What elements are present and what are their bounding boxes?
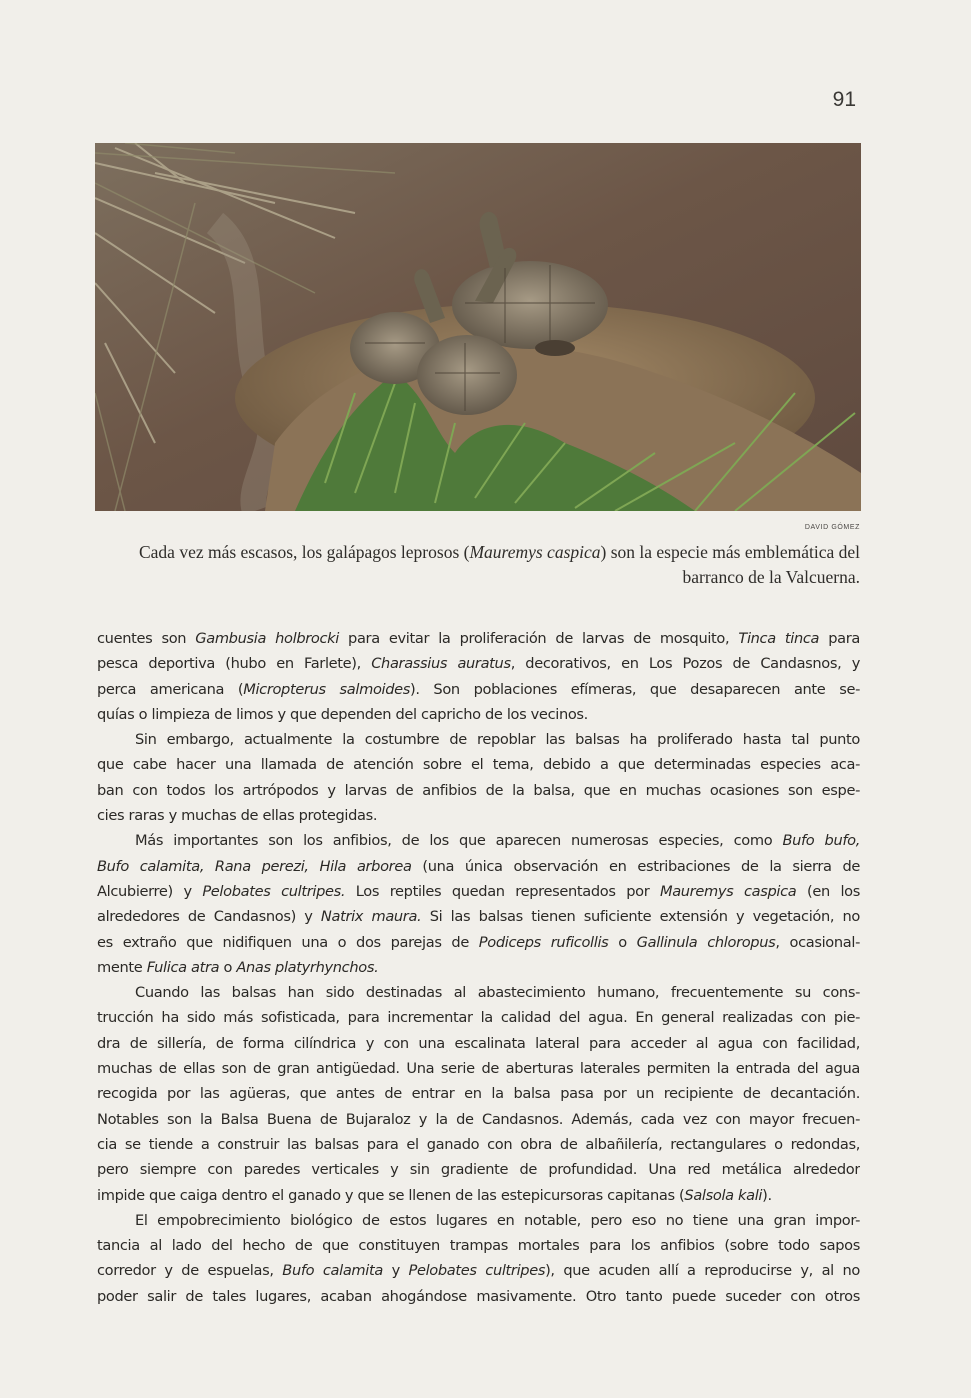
text-segment: Sin embargo, actualmente la costumbre de repoblar las balsas ha proliferado hasta tal punto bbox=[135, 731, 860, 749]
text-segment: trucción ha sido más sofisticada, para incrementar la calidad del agua. En general realizadas con pie- bbox=[97, 1009, 860, 1027]
body-text bbox=[97, 626, 860, 1309]
text-line bbox=[97, 854, 860, 879]
text-line bbox=[97, 1132, 860, 1157]
text-line bbox=[97, 1157, 860, 1182]
text-segment: ). bbox=[762, 1186, 772, 1204]
species-name: Fulica atra bbox=[146, 958, 220, 976]
text-segment: muchas de ellas son de gran antigüedad. Una serie de aberturas laterales permiten la entrada del agua bbox=[97, 1060, 860, 1078]
text-segment: (en los bbox=[796, 882, 860, 900]
text-segment: cies raras y muchas de ellas protegidas. bbox=[97, 807, 378, 825]
species-name: Salsola kali bbox=[684, 1186, 763, 1204]
text-segment: Más importantes son los anfibios, de los que aparecen numerosas especies, como bbox=[135, 832, 783, 850]
text-line bbox=[97, 1183, 860, 1208]
species-name: Anas platyrhynchos. bbox=[236, 958, 379, 976]
text-segment: (una única observación en estribaciones de la sierra de bbox=[411, 857, 860, 875]
text-segment: Los reptiles quedan representados por bbox=[345, 882, 660, 900]
text-segment: para bbox=[819, 630, 860, 647]
text-segment: quías o limpieza de limos y que dependen del capricho de los vecinos. bbox=[97, 705, 588, 723]
text-segment: cia se tiende a construir las balsas para el ganado con obra de albañilería, rectangulares o redondas, bbox=[97, 1135, 860, 1153]
text-line bbox=[97, 1081, 860, 1106]
text-segment: y bbox=[382, 1262, 409, 1280]
text-line bbox=[97, 803, 860, 828]
text-line bbox=[97, 1233, 860, 1258]
text-segment: recogida por las agüeras, que antes de entrar en la balsa pasa por un recipiente de decantación. bbox=[97, 1085, 860, 1103]
text-segment: pesca deportiva (hubo en Farlete), bbox=[97, 655, 372, 673]
page-number: 91 bbox=[832, 88, 856, 111]
species-name: Natrix maura. bbox=[320, 908, 422, 926]
text-segment: Si las balsas tienen suficiente extensión y vegetación, no bbox=[421, 908, 860, 926]
species-name: Tinca tinca bbox=[738, 630, 820, 647]
species-name: Pelobates cultripes bbox=[408, 1262, 546, 1280]
text-line bbox=[97, 651, 860, 676]
text-segment: El empobrecimiento biológico de estos lugares en notable, pero eso no tiene una gran impor- bbox=[135, 1211, 860, 1229]
text-segment: dra de sillería, de forma cilíndrica y con una escalinata lateral para acceder al agua con facilidad, bbox=[97, 1034, 860, 1052]
text-segment: Notables son la Balsa Buena de Bujaraloz y la de Candasnos. Además, cada vez con mayor frecuen- bbox=[97, 1110, 860, 1128]
species-name: Gallinula chloropus bbox=[636, 933, 776, 951]
text-line bbox=[97, 1056, 860, 1081]
species-name: Bufo calamita bbox=[282, 1262, 383, 1280]
text-segment: es extraño que nidifiquen una o dos parejas de bbox=[97, 933, 479, 951]
text-segment: tancia al lado del hecho de que constituyen trampas mortales para los anfibios (sobre todo sapos bbox=[97, 1237, 860, 1255]
text-line bbox=[97, 1284, 860, 1309]
text-segment: Cuando las balsas han sido destinadas al abastecimiento humano, frecuentemente su cons- bbox=[135, 984, 860, 1002]
text-line bbox=[97, 752, 860, 777]
text-segment: impide que caiga dentro el ganado y que se llenen de las estepicursoras capitanas ( bbox=[97, 1186, 685, 1204]
text-segment: cuentes son bbox=[97, 630, 196, 647]
figure-caption bbox=[100, 540, 860, 590]
text-line bbox=[97, 955, 860, 980]
text-segment: para evitar la proliferación de larvas de mosquito, bbox=[338, 630, 739, 647]
text-segment: ). Son poblaciones efímeras, que desaparecen ante se- bbox=[410, 680, 860, 698]
species-name: Mauremys caspica bbox=[659, 882, 797, 900]
text-line bbox=[97, 1005, 860, 1030]
text-segment: ), que acuden allí a reproducirse y, al no bbox=[545, 1262, 860, 1280]
text-line bbox=[97, 778, 860, 803]
text-segment: , decorativos, en Los Pozos de Candasnos, y bbox=[510, 655, 860, 673]
caption-line-1 bbox=[100, 540, 860, 565]
text-line bbox=[97, 904, 860, 929]
species-name: Podiceps ruficollis bbox=[478, 933, 609, 951]
text-segment: ban con todos los artrópodos y larvas de anfibios de la balsa, que en muchas ocasiones son espe- bbox=[97, 781, 860, 799]
text-line bbox=[97, 980, 860, 1005]
caption-species: Mauremys caspica bbox=[469, 542, 601, 562]
species-name: Micropterus salmoides bbox=[243, 680, 411, 698]
text-line bbox=[97, 1031, 860, 1056]
species-name: Gambusia holbrocki bbox=[195, 630, 339, 647]
text-segment: corredor y de espuelas, bbox=[97, 1262, 283, 1280]
text-line bbox=[97, 1208, 860, 1233]
text-line bbox=[97, 727, 860, 752]
text-line bbox=[97, 930, 860, 955]
turtles-photo bbox=[95, 143, 861, 511]
photo-credit: DAVID GÓMEZ bbox=[804, 524, 860, 531]
species-name: Bufo bufo, bbox=[782, 832, 860, 850]
text-segment: pero siempre con paredes verticales y sin gradiente de profundidad. Una red metálica alrededor bbox=[97, 1161, 860, 1179]
text-segment: , ocasional- bbox=[775, 933, 860, 951]
text-line bbox=[97, 1107, 860, 1132]
species-name: Pelobates cultripes. bbox=[202, 882, 346, 900]
text-line bbox=[97, 702, 860, 727]
text-line bbox=[97, 677, 860, 702]
text-segment: o bbox=[219, 958, 237, 976]
caption-line-2: barranco de la Valcuerna. bbox=[682, 567, 860, 587]
text-line bbox=[97, 879, 860, 904]
text-segment: Alcubierre) y bbox=[97, 882, 203, 900]
text-segment: o bbox=[608, 933, 637, 951]
text-line bbox=[97, 828, 860, 853]
text-segment: perca americana ( bbox=[97, 680, 244, 698]
text-line bbox=[97, 626, 860, 651]
text-segment: mente bbox=[97, 958, 147, 976]
species-name: Bufo calamita, Rana perezi, Hila arborea bbox=[97, 857, 412, 875]
caption-text: ) son la especie más emblemática del bbox=[600, 542, 860, 562]
caption-text: Cada vez más escasos, los galápagos leprosos ( bbox=[138, 542, 470, 562]
text-segment: alrededores de Candasnos) y bbox=[97, 908, 321, 926]
species-name: Charassius auratus bbox=[371, 655, 511, 673]
text-segment: poder salir de tales lugares, acaban ahogándose masivamente. Otro tanto puede suceder con otros bbox=[97, 1287, 860, 1305]
text-line bbox=[97, 1258, 860, 1283]
text-segment: que cabe hacer una llamada de atención sobre el tema, debido a que determinadas especies aca- bbox=[97, 756, 860, 774]
